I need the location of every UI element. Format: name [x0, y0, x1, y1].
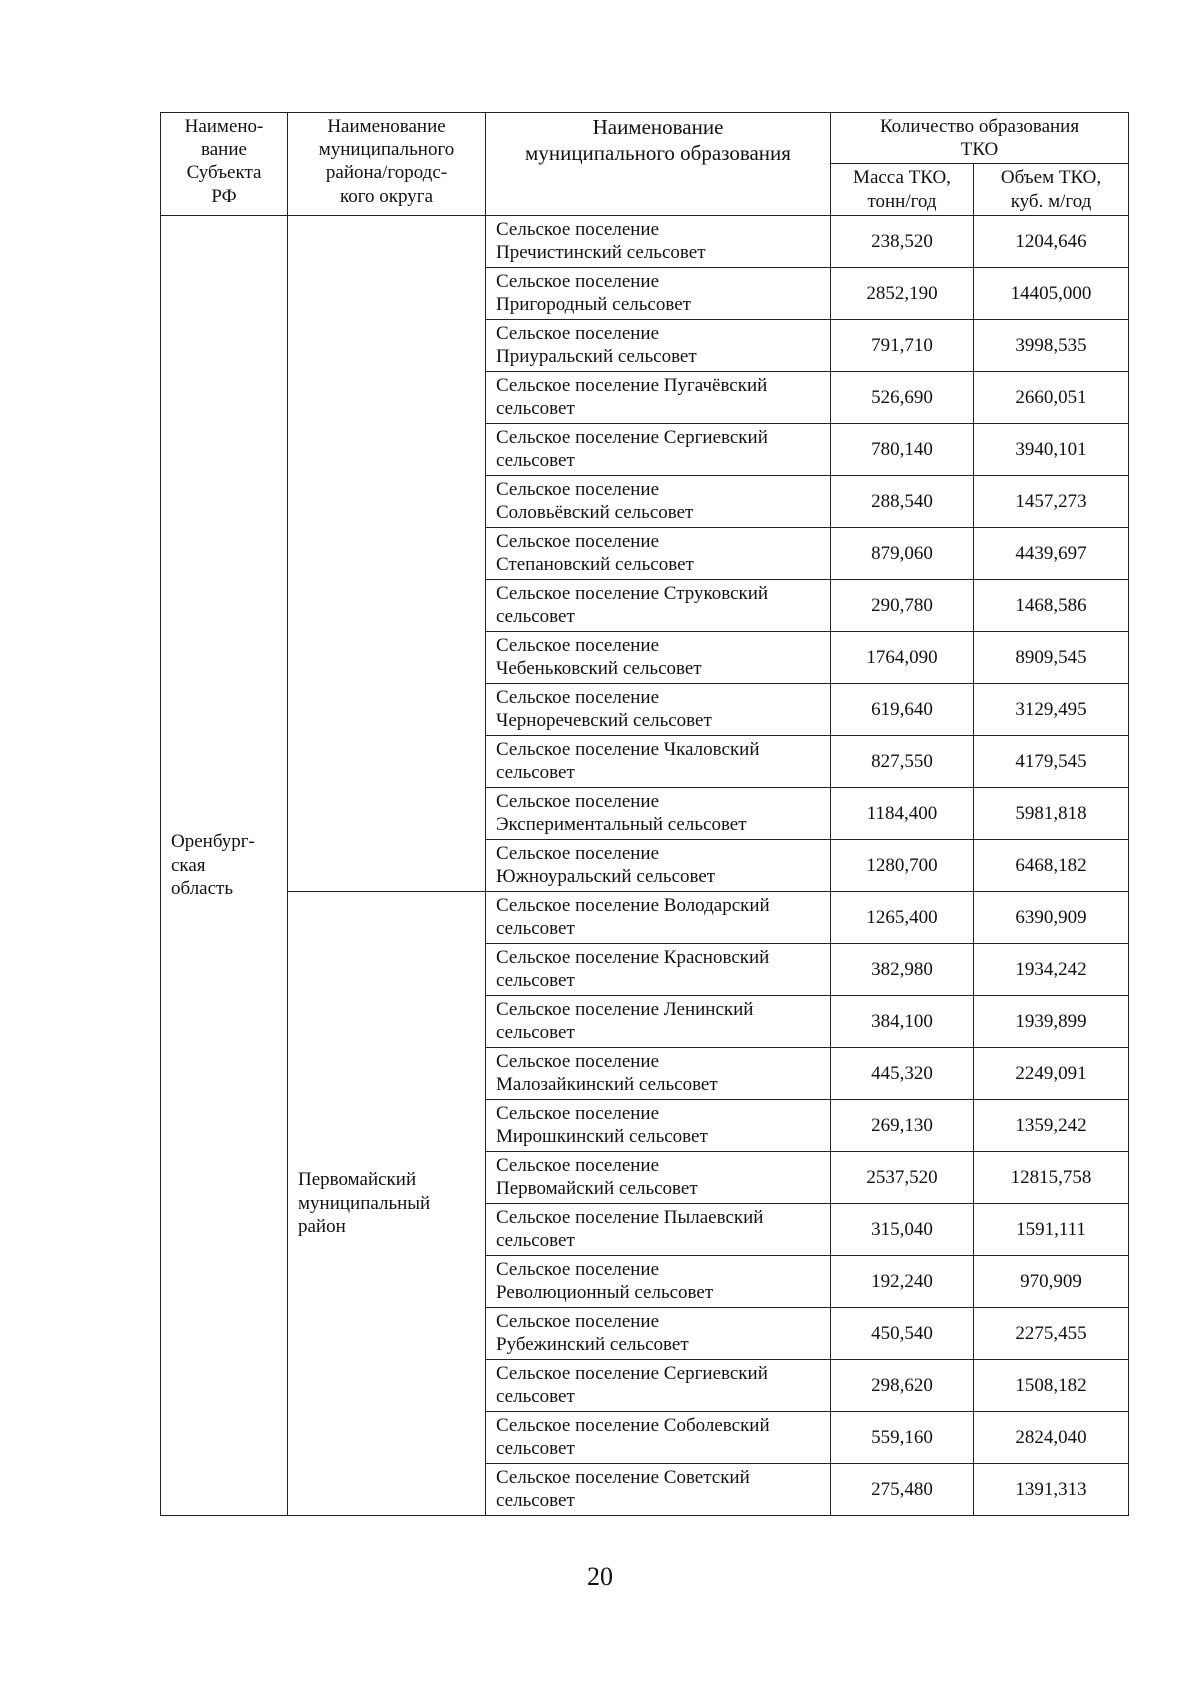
municipality-name: Сельское поселение Степановский сельсовет	[486, 527, 831, 579]
mass-value: 298,620	[831, 1359, 974, 1411]
mass-value: 780,140	[831, 423, 974, 475]
volume-value: 1457,273	[974, 475, 1129, 527]
volume-value: 2660,051	[974, 371, 1129, 423]
mass-value: 192,240	[831, 1255, 974, 1307]
municipality-name: Сельское поселение Первомайский сельсовет	[486, 1151, 831, 1203]
municipality-name: Сельское поселение Струковский сельсовет	[486, 579, 831, 631]
table-header	[161, 113, 1129, 216]
table-row	[161, 215, 1129, 267]
volume-value: 3940,101	[974, 423, 1129, 475]
mass-value: 1184,400	[831, 787, 974, 839]
volume-value: 6468,182	[974, 839, 1129, 891]
volume-value: 1391,313	[974, 1463, 1129, 1515]
page-number: 20	[587, 1562, 613, 1591]
mass-value: 619,640	[831, 683, 974, 735]
municipality-name: Сельское поселение Мирошкинский сельсовет	[486, 1099, 831, 1151]
municipality-name: Сельское поселение Сергиевский сельсовет	[486, 1359, 831, 1411]
mass-value: 1265,400	[831, 891, 974, 943]
district-name: Первомайский муниципальный район	[298, 1169, 431, 1237]
municipality-name: Сельское поселение Соловьёвский сельсовет	[486, 475, 831, 527]
volume-value: 4179,545	[974, 735, 1129, 787]
volume-value: 1591,111	[974, 1203, 1129, 1255]
volume-value: 1508,182	[974, 1359, 1129, 1411]
header-subject	[161, 113, 288, 216]
municipality-name: Сельское поселение Сергиевский сельсовет	[486, 423, 831, 475]
mass-value: 445,320	[831, 1047, 974, 1099]
volume-value: 12815,758	[974, 1151, 1129, 1203]
mass-value: 791,710	[831, 319, 974, 371]
mass-value: 450,540	[831, 1307, 974, 1359]
mass-value: 879,060	[831, 527, 974, 579]
municipality-name: Сельское поселение Ленинский сельсовет	[486, 995, 831, 1047]
district-cell-2	[288, 891, 486, 1515]
mass-value: 559,160	[831, 1411, 974, 1463]
municipality-name: Сельское поселение Рубежинский сельсовет	[486, 1307, 831, 1359]
volume-value: 1934,242	[974, 943, 1129, 995]
header-volume-text: Объем ТКО, куб. м/год	[1000, 167, 1102, 212]
header-municipality-text: Наименование муниципального образования	[525, 115, 791, 165]
mass-value: 2537,520	[831, 1151, 974, 1203]
municipality-name: Сельское поселение Приуральский сельсовет	[486, 319, 831, 371]
mass-value: 290,780	[831, 579, 974, 631]
mass-value: 2852,190	[831, 267, 974, 319]
municipality-name: Сельское поселение Революционный сельсовет	[486, 1255, 831, 1307]
municipality-name: Сельское поселение Чебеньковский сельсовет	[486, 631, 831, 683]
volume-value: 5981,818	[974, 787, 1129, 839]
municipality-name: Сельское поселение Советский сельсовет	[486, 1463, 831, 1515]
volume-value: 2275,455	[974, 1307, 1129, 1359]
municipality-name: Сельское поселение Чкаловский сельсовет	[486, 735, 831, 787]
municipality-name: Сельское поселение Соболевский сельсовет	[486, 1411, 831, 1463]
municipality-name: Сельское поселение Красновский сельсовет	[486, 943, 831, 995]
volume-value: 14405,000	[974, 267, 1129, 319]
header-district-text: Наименование муниципального района/городс- кого округа	[318, 116, 455, 207]
header-district	[288, 113, 486, 216]
volume-value: 970,909	[974, 1255, 1129, 1307]
volume-value: 2824,040	[974, 1411, 1129, 1463]
region-name: Оренбург- ская область	[171, 831, 255, 899]
mass-value: 382,980	[831, 943, 974, 995]
table-row	[161, 891, 1129, 943]
volume-value: 1204,646	[974, 215, 1129, 267]
mass-value: 315,040	[831, 1203, 974, 1255]
mass-value: 275,480	[831, 1463, 974, 1515]
mass-value: 526,690	[831, 371, 974, 423]
volume-value: 1939,899	[974, 995, 1129, 1047]
header-municipality	[486, 113, 831, 216]
header-mass	[831, 164, 974, 215]
volume-value: 1359,242	[974, 1099, 1129, 1151]
mass-value: 269,130	[831, 1099, 974, 1151]
mass-value: 1764,090	[831, 631, 974, 683]
mass-value: 238,520	[831, 215, 974, 267]
mass-value: 827,550	[831, 735, 974, 787]
municipality-name: Сельское поселение Пречистинский сельсовет	[486, 215, 831, 267]
mass-value: 288,540	[831, 475, 974, 527]
header-mass-text: Масса ТКО, тонн/год	[853, 167, 951, 212]
municipality-name: Сельское поселение Володарский сельсовет	[486, 891, 831, 943]
municipality-name: Сельское поселение Пылаевский сельсовет	[486, 1203, 831, 1255]
table-body	[161, 215, 1129, 1515]
header-quantity	[831, 113, 1129, 164]
header-quantity-text: Количество образования ТКО	[879, 116, 1080, 161]
municipality-name: Сельское поселение Южноуральский сельсовет	[486, 839, 831, 891]
mass-value: 1280,700	[831, 839, 974, 891]
volume-value: 3998,535	[974, 319, 1129, 371]
municipality-name: Сельское поселение Черноречевский сельсовет	[486, 683, 831, 735]
tko-table	[160, 112, 1129, 1516]
volume-value: 4439,697	[974, 527, 1129, 579]
region-cell	[161, 215, 288, 1515]
header-subject-text: Наимено- вание Субъекта РФ	[184, 116, 264, 207]
volume-value: 8909,545	[974, 631, 1129, 683]
municipality-name: Сельское поселение Пригородный сельсовет	[486, 267, 831, 319]
mass-value: 384,100	[831, 995, 974, 1047]
municipality-name: Сельское поселение Малозайкинский сельсовет	[486, 1047, 831, 1099]
municipality-name: Сельское поселение Пугачёвский сельсовет	[486, 371, 831, 423]
volume-value: 6390,909	[974, 891, 1129, 943]
volume-value: 3129,495	[974, 683, 1129, 735]
district-cell-1	[288, 215, 486, 891]
header-volume	[974, 164, 1129, 215]
municipality-name: Сельское поселение Экспериментальный сельсовет	[486, 787, 831, 839]
volume-value: 2249,091	[974, 1047, 1129, 1099]
volume-value: 1468,586	[974, 579, 1129, 631]
